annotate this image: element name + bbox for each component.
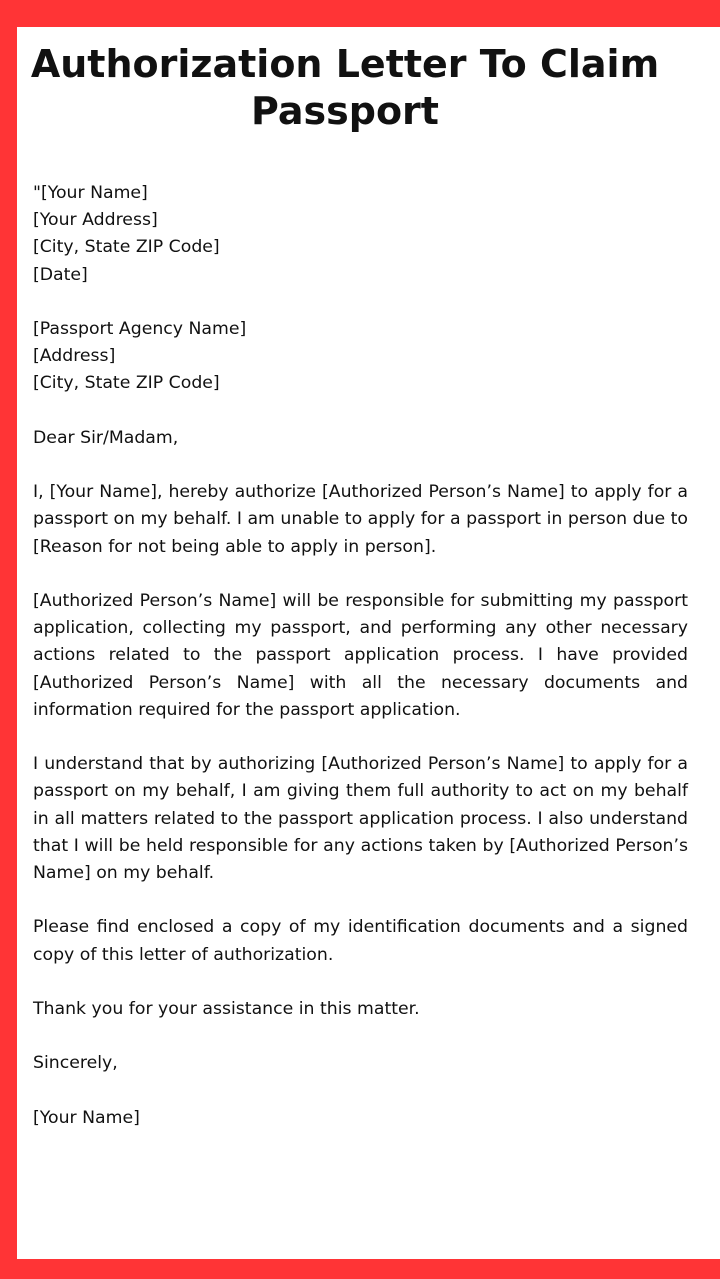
signature-name: [Your Name] <box>33 1107 140 1128</box>
letter-title <box>17 41 673 135</box>
paragraph-enclosures: Please find enclosed a copy of my identification documents and a signed copy of this letter of authorization. <box>33 917 688 965</box>
sender-city: [City, State ZIP Code] <box>33 237 220 258</box>
letter-date: [Date] <box>33 264 88 285</box>
closing: Sincerely, <box>33 1053 118 1074</box>
salutation: Dear Sir/Madam, <box>33 427 179 448</box>
recipient-city: [City, State ZIP Code] <box>33 373 220 394</box>
sender-name: "[Your Name] <box>33 183 148 203</box>
letter-page <box>17 27 720 1259</box>
recipient-address-block <box>33 316 688 398</box>
paragraph-authorization: I, [Your Name], hereby authorize [Authorized Person’s Name] to apply for a passport on my behalf. I am unable to apply for a passport in person due to [Reason for not being able to apply in person]. <box>33 482 688 557</box>
paragraph-responsibilities: [Authorized Person’s Name] will be responsible for submitting my passport application, collecting my passport, and performing any other necessary actions related to the passport application process. I have provided [Authorized Person’s Name] with all the necessary documents and information required for the passport application. <box>33 590 688 720</box>
sender-address: [Your Address] <box>33 210 158 231</box>
letter-body <box>33 180 688 1159</box>
recipient-agency: [Passport Agency Name] <box>33 319 247 339</box>
sender-address-block <box>33 180 688 289</box>
title-line-1: Authorization Letter To Claim <box>30 42 660 86</box>
title-line-2: Passport <box>251 89 439 133</box>
paragraph-thanks: Thank you for your assistance in this matter. <box>33 998 420 1019</box>
paragraph-understanding: I understand that by authorizing [Authorized Person’s Name] to apply for a passport on my behalf, I am giving them full authority to act on my behalf in all matters related to the passport application process. I also understand that I will be held responsible for any actions taken by [Authorized Person’s Name] on my behalf. <box>33 754 688 883</box>
recipient-address: [Address] <box>33 346 116 367</box>
